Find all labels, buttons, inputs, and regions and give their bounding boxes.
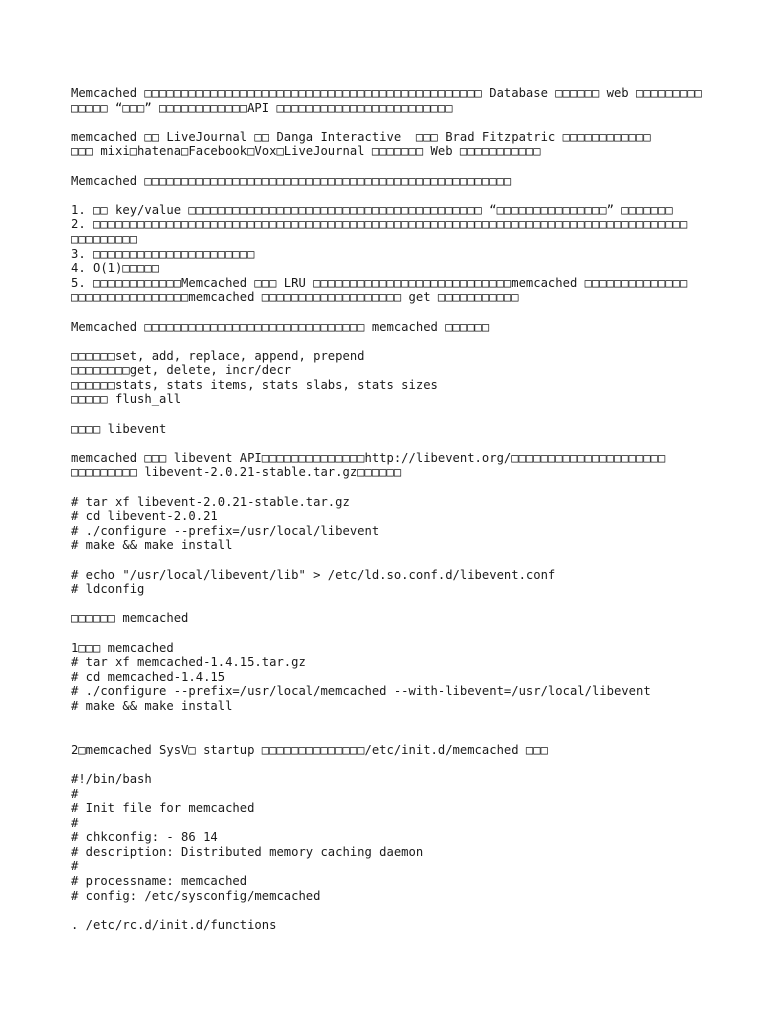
text-line: Memcached □□□□□□□□□□□□□□□□□□□□□□□□□□□□□□□□□□□□□□□□□□□□□□ Database □□□□□□ web □□□□□□□□□ — [71, 86, 703, 100]
text-line: # — [71, 859, 79, 874]
text-line: 2□memcached SysV□ startup □□□□□□□□□□□□□□/etc/init.d/memcached □□□ — [71, 742, 548, 757]
paragraph — [71, 568, 711, 597]
text-line: □□□□□□stats, stats items, stats slabs, stats sizes — [71, 377, 438, 392]
text-line: □□□ mixi□hatena□Facebook□Vox□LiveJournal □□□□□□□ Web □□□□□□□□□□□ — [71, 144, 541, 159]
document-body — [71, 86, 711, 932]
paragraph — [71, 174, 711, 189]
text-line: 1. □□ key/value □□□□□□□□□□□□□□□□□□□□□□□□□□□□□□□□□□□□□□□□ “□□□□□□□□□□□□□□□” □□□□□□□ — [71, 202, 673, 217]
text-line: # ./configure --prefix=/usr/local/memcached --with-libevent=/usr/local/libevent — [71, 684, 651, 699]
paragraph — [71, 918, 711, 933]
text-line: # processname: memcached — [71, 874, 248, 889]
text-line: # make && make install — [71, 698, 233, 713]
text-line: □□□□ libevent — [71, 421, 167, 436]
text-line: # — [71, 815, 79, 830]
paragraph-gap — [71, 553, 711, 568]
paragraph-gap — [71, 597, 711, 612]
paragraph — [71, 320, 711, 335]
text-line: □□□□□□□□□□□□□□□□memcached □□□□□□□□□□□□□□□□□□□ get □□□□□□□□□□□ — [71, 290, 519, 305]
text-line: # ldconfig — [71, 582, 145, 597]
paragraph-gap — [71, 480, 711, 495]
text-line: □□□□□□set, add, replace, append, prepend — [71, 348, 365, 363]
text-line: # Init file for memcached — [71, 801, 255, 816]
paragraph — [71, 422, 711, 437]
paragraph — [71, 86, 711, 115]
text-line: □□□□□□□□□ libevent-2.0.21-stable.tar.gz□□□□□□ — [71, 465, 402, 480]
text-line: # description: Distributed memory caching daemon — [71, 844, 424, 859]
paragraph — [71, 495, 711, 553]
paragraph — [71, 611, 711, 626]
text-line: # tar xf libevent-2.0.21-stable.tar.gz — [71, 494, 350, 509]
paragraph-gap — [71, 305, 711, 320]
text-line: memcached □□ LiveJournal □□ Danga Interactive □□□ Brad Fitzpatric □□□□□□□□□□□□ — [71, 129, 651, 144]
text-line: 2. □□□□□□□□□□□□□□□□□□□□□□□□□□□□□□□□□□□□□□□□□□□□□□□□□□□□□□□□□□□□□□□□□□□□□□□□□□□□□□□□□ — [71, 217, 688, 232]
paragraph-gap — [71, 714, 711, 743]
paragraph-gap — [71, 436, 711, 451]
paragraph — [71, 203, 711, 305]
text-line: # cd libevent-2.0.21 — [71, 509, 218, 524]
text-line: # cd memcached-1.4.15 — [71, 669, 226, 684]
text-line: # ./configure --prefix=/usr/local/libevent — [71, 523, 380, 538]
text-line: 4. O(1)□□□□□ — [71, 261, 160, 276]
text-line: □□□□□ “□□□” □□□□□□□□□□□□API □□□□□□□□□□□□□□□□□□□□□□□□ — [71, 100, 453, 115]
text-line: memcached □□□ libevent API□□□□□□□□□□□□□□http://libevent.org/□□□□□□□□□□□□□□□□□□□□□ — [71, 450, 666, 465]
text-line: □□□□□□ memcached — [71, 611, 189, 626]
paragraph-gap — [71, 115, 711, 130]
text-line: #!/bin/bash — [71, 771, 152, 786]
paragraph-gap — [71, 757, 711, 772]
paragraph — [71, 641, 711, 714]
text-line: # config: /etc/sysconfig/memcached — [71, 888, 321, 903]
text-line: □□□□□□□□□ — [71, 231, 138, 246]
text-line: # chkconfig: - 86 14 — [71, 830, 218, 845]
text-line: 1□□□ memcached — [71, 640, 174, 655]
paragraph-gap — [71, 626, 711, 641]
text-line: □□□□□ flush_all — [71, 392, 182, 407]
paragraph — [71, 130, 711, 159]
text-line: # tar xf memcached-1.4.15.tar.gz — [71, 655, 306, 670]
paragraph — [71, 451, 711, 480]
text-line: # echo "/usr/local/libevent/lib" > /etc/ld.so.conf.d/libevent.conf — [71, 567, 556, 582]
text-line: 5. □□□□□□□□□□□□Memcached □□□ LRU □□□□□□□□□□□□□□□□□□□□□□□□□□□memcached □□□□□□□□□□□□□□ — [71, 275, 688, 290]
paragraph-gap — [71, 188, 711, 203]
text-line: □□□□□□□□get, delete, incr/decr — [71, 363, 292, 378]
text-line: . /etc/rc.d/init.d/functions — [71, 917, 277, 932]
paragraph — [71, 743, 711, 758]
paragraph-gap — [71, 334, 711, 349]
text-line: Memcached □□□□□□□□□□□□□□□□□□□□□□□□□□□□□□□□□□□□□□□□□□□□□□□□□□ — [71, 173, 512, 188]
text-line: # — [71, 786, 79, 801]
paragraph-gap — [71, 407, 711, 422]
paragraph-gap — [71, 159, 711, 174]
paragraph — [71, 349, 711, 407]
text-line: Memcached □□□□□□□□□□□□□□□□□□□□□□□□□□□□□□ memcached □□□□□□ — [71, 319, 490, 334]
paragraph — [71, 772, 711, 903]
paragraph-gap — [71, 903, 711, 918]
text-line: # make && make install — [71, 538, 233, 553]
text-line: 3. □□□□□□□□□□□□□□□□□□□□□□ — [71, 246, 255, 261]
